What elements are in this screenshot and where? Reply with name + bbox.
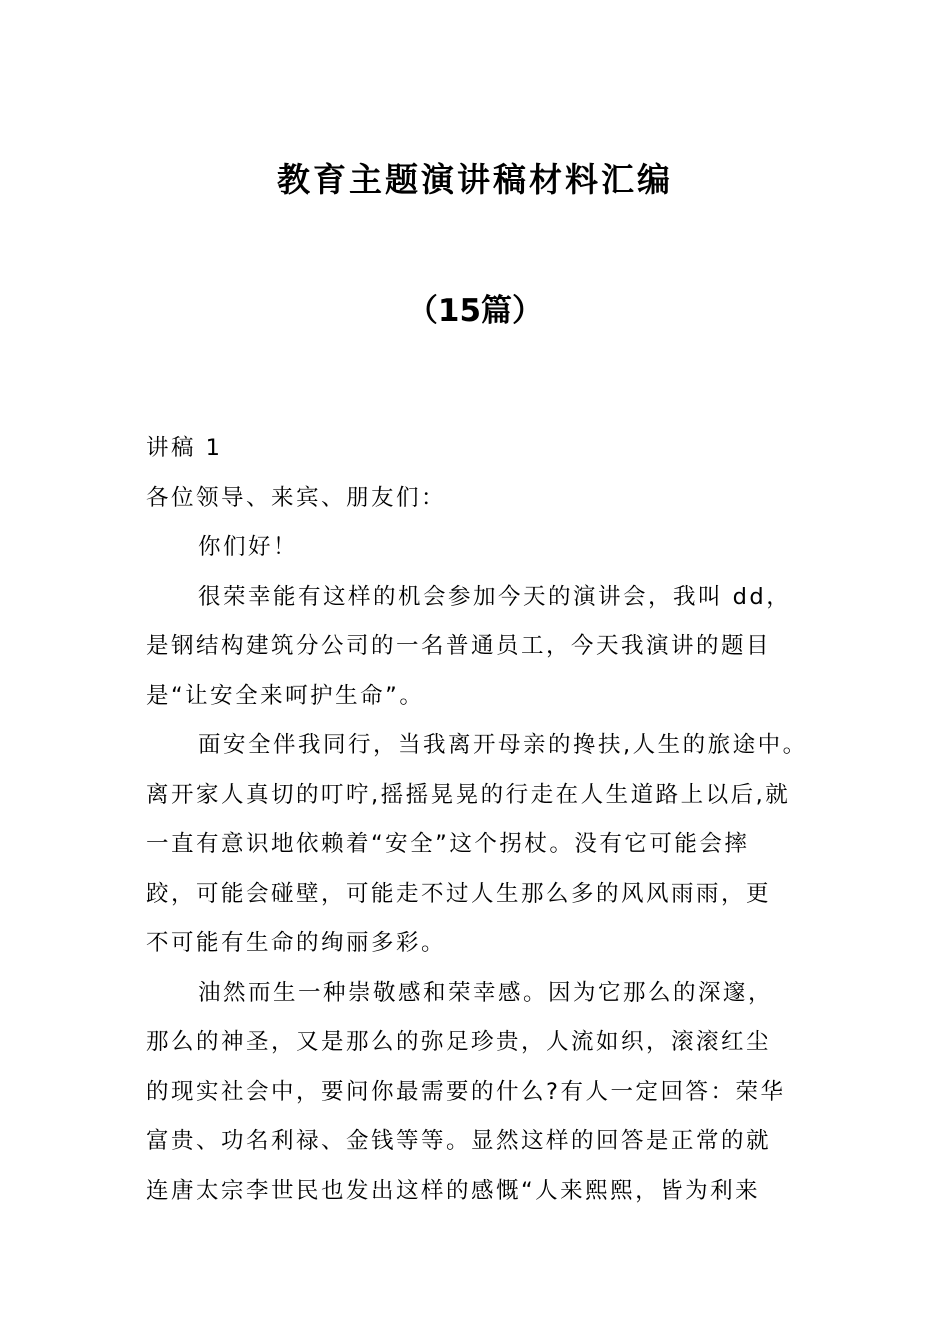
document-subtitle: （15篇） — [406, 293, 544, 329]
paragraph-line: 面安全伴我同行，当我离开母亲的搀扶,人生的旅途中。 — [198, 732, 808, 758]
paragraph-line: 离开家人真切的叮咛,摇摇晃晃的行走在人生道路上以后,就 — [146, 781, 791, 808]
paragraph-line: 那么的神圣，又是那么的弥足珍贵，人流如织，滚滚红尘 — [146, 1029, 772, 1055]
paragraph-line: 是钢结构建筑分公司的一名普通员工，今天我演讲的题目 — [146, 633, 772, 659]
paragraph-line: 跤，可能会碰壁，可能走不过人生那么多的风风雨雨，更 — [146, 880, 772, 907]
paragraph-line: 是“让安全来呵护生命”。 — [146, 682, 425, 709]
greeting-line: 你们好！ — [198, 534, 299, 560]
salutation-line: 各位领导、来宾、朋友们： — [146, 484, 447, 511]
speech-heading: 讲稿 1 — [146, 435, 223, 461]
paragraph-line: 一直有意识地依赖着“安全”这个拐杖。没有它可能会摔 — [146, 831, 750, 857]
paragraph-line: 很荣幸能有这样的机会参加今天的演讲会，我叫 dd， — [198, 583, 792, 610]
paragraph-line: 油然而生一种崇敬感和荣幸感。因为它那么的深邃， — [198, 979, 774, 1006]
paragraph-line: 富贵、功名利禄、金钱等等。显然这样的回答是正常的就 — [146, 1128, 772, 1154]
paragraph-line: 连唐太宗李世民也发出这样的感慨“人来熙熙，皆为利来 — [146, 1177, 761, 1204]
paragraph-line: 不可能有生命的绚丽多彩。 — [146, 930, 447, 956]
paragraph-line: 的现实社会中，要问你最需要的什么?有人一定回答：荣华 — [146, 1078, 786, 1105]
document-body — [146, 424, 836, 1216]
document-title: 教育主题演讲稿材料汇编 — [277, 160, 673, 199]
